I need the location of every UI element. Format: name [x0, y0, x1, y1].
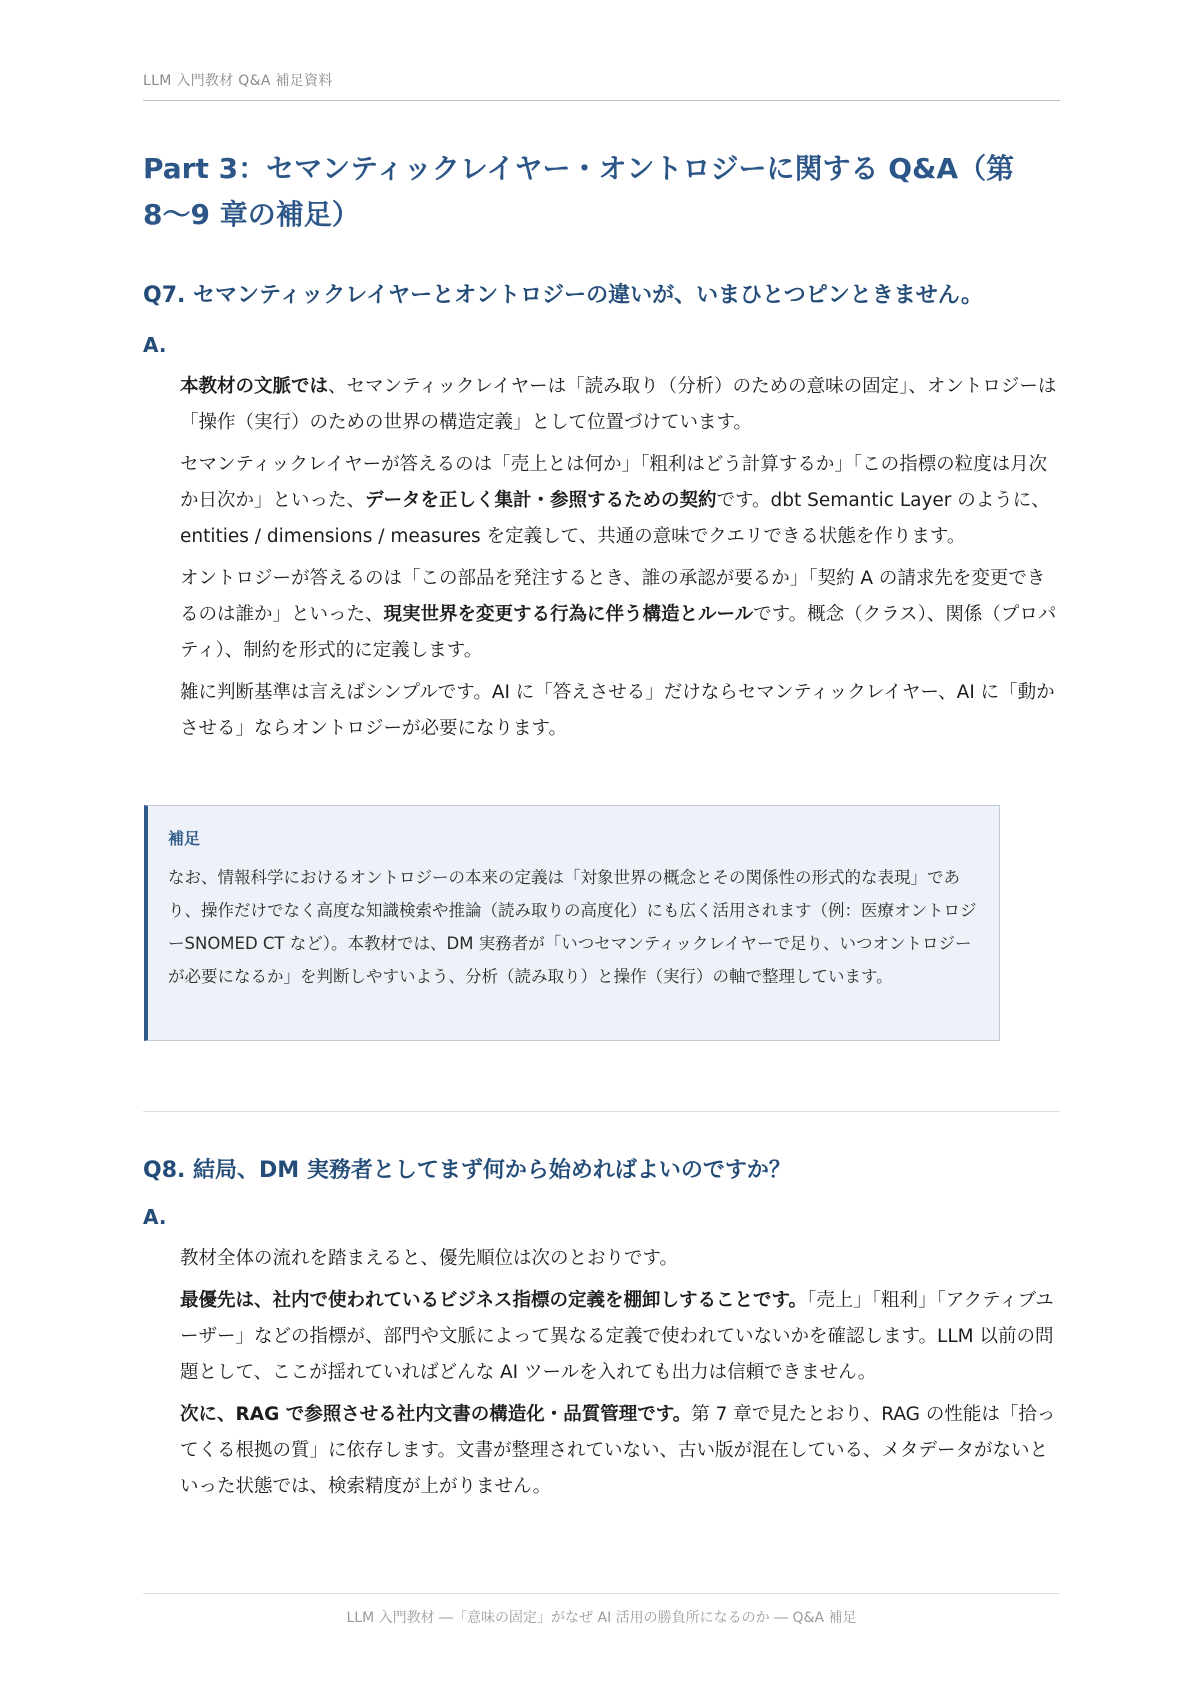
paragraph — [180, 1283, 1060, 1391]
text: 第 7 章で見たとおり、RAG の性能は「拾ってくる根拠の質」に依存します。文書が整理されていない、古い版が混在している、メタデータがないといった状態では、検索精度が上がりません。 — [180, 1404, 1056, 1497]
bold-phrase: データを正しく集計・参照するための契約 — [365, 490, 717, 511]
text: 「売上」「粗利」「アクティブユーザー」などの指標が、部門や文脈によって異なる定義で使われていないかを確認します。LLM 以前の問題として、ここが揺れていればどんな AI ツールを入れても出力は信頼できません。 — [180, 1290, 1054, 1383]
bold-phrase: 本教材の文脈では — [180, 376, 329, 397]
paragraph — [180, 1397, 1060, 1505]
bold-phrase: 次に、RAG で参照させる社内文書の構造化・品質管理です。 — [180, 1404, 692, 1425]
paragraph — [180, 1241, 1060, 1277]
paragraph — [180, 561, 1060, 669]
text: セマンティックレイヤーが答えるのは「売上とは何か」「粗利はどう計算するか」「この指標の粒度は月次か日次か」といった、 — [180, 454, 1048, 511]
section-divider — [143, 1111, 1060, 1112]
bold-phrase: 現実世界を変更する行為に伴う構造とルール — [383, 604, 754, 625]
text: です。dbt Semantic Layer のように、entities / dimensions / measures を定義して、共通の意味でクエリできる状態を作ります。 — [180, 490, 1050, 547]
answer-body-q8 — [180, 1241, 1060, 1511]
text: 雑に判断基準は言えばシンプルです。AI に「答えさせる」だけならセマンティックレイヤー、AI に「動かさせる」ならオントロジーが必要になります。 — [180, 682, 1055, 739]
paragraph — [180, 675, 1060, 747]
running-header: LLM 入門教材 Q&A 補足資料 — [143, 73, 333, 89]
text: 、セマンティックレイヤーは「読み取り（分析）のための意味の固定」、オントロジーは「操作（実行）のための世界の構造定義」として位置づけています。 — [180, 376, 1057, 433]
header-divider — [143, 100, 1060, 101]
running-footer: LLM 入門教材 ―「意味の固定」がなぜ AI 活用の勝負所になるのか ― Q&A 補足 — [346, 1610, 857, 1626]
supplement-note-box — [144, 805, 1000, 1041]
paragraph — [180, 369, 1060, 441]
note-title: 補足 — [168, 829, 201, 848]
question-heading-q8: Q8. 結局、DM 実務者としてまず何から始めればよいのですか？ — [143, 1158, 791, 1183]
footer-divider — [143, 1593, 1060, 1594]
note-body: なお、情報科学におけるオントロジーの本来の定義は「対象世界の概念とその関係性の形式的な表現」であり、操作だけでなく高度な知識検索や推論（読み取りの高度化）にも広く活用されます（例：医療オントロジーSNOMED CT など）。本教材では、DM 実務者が「いつセマンティックレイヤーで足り、いつオントロジーが必要になるか」を判断しやすいよう、分析（読み取り）と操作（実行）の軸で整理しています。 — [168, 868, 977, 986]
text: オントロジーが答えるのは「この部品を発注するとき、誰の承認が要るか」「契約 A の請求先を変更できるのは誰か」といった、 — [180, 568, 1046, 625]
question-heading-q7: Q7. セマンティックレイヤーとオントロジーの違いが、いまひとつピンときません。 — [143, 283, 984, 308]
paragraph — [180, 447, 1060, 555]
answer-label-q7: A. — [143, 333, 167, 357]
part-title: Part 3：セマンティックレイヤー・オントロジーに関する Q&A（第 8〜9 章の補足） — [143, 152, 1015, 231]
text: 教材全体の流れを踏まえると、優先順位は次のとおりです。 — [180, 1248, 679, 1269]
text: です。概念（クラス）、関係（プロパティ）、制約を形式的に定義します。 — [180, 604, 1057, 661]
answer-label-q8: A. — [143, 1205, 167, 1229]
bold-phrase: 最優先は、社内で使われているビジネス指標の定義を棚卸しすることです。 — [180, 1290, 807, 1311]
answer-body-q7 — [180, 369, 1060, 753]
